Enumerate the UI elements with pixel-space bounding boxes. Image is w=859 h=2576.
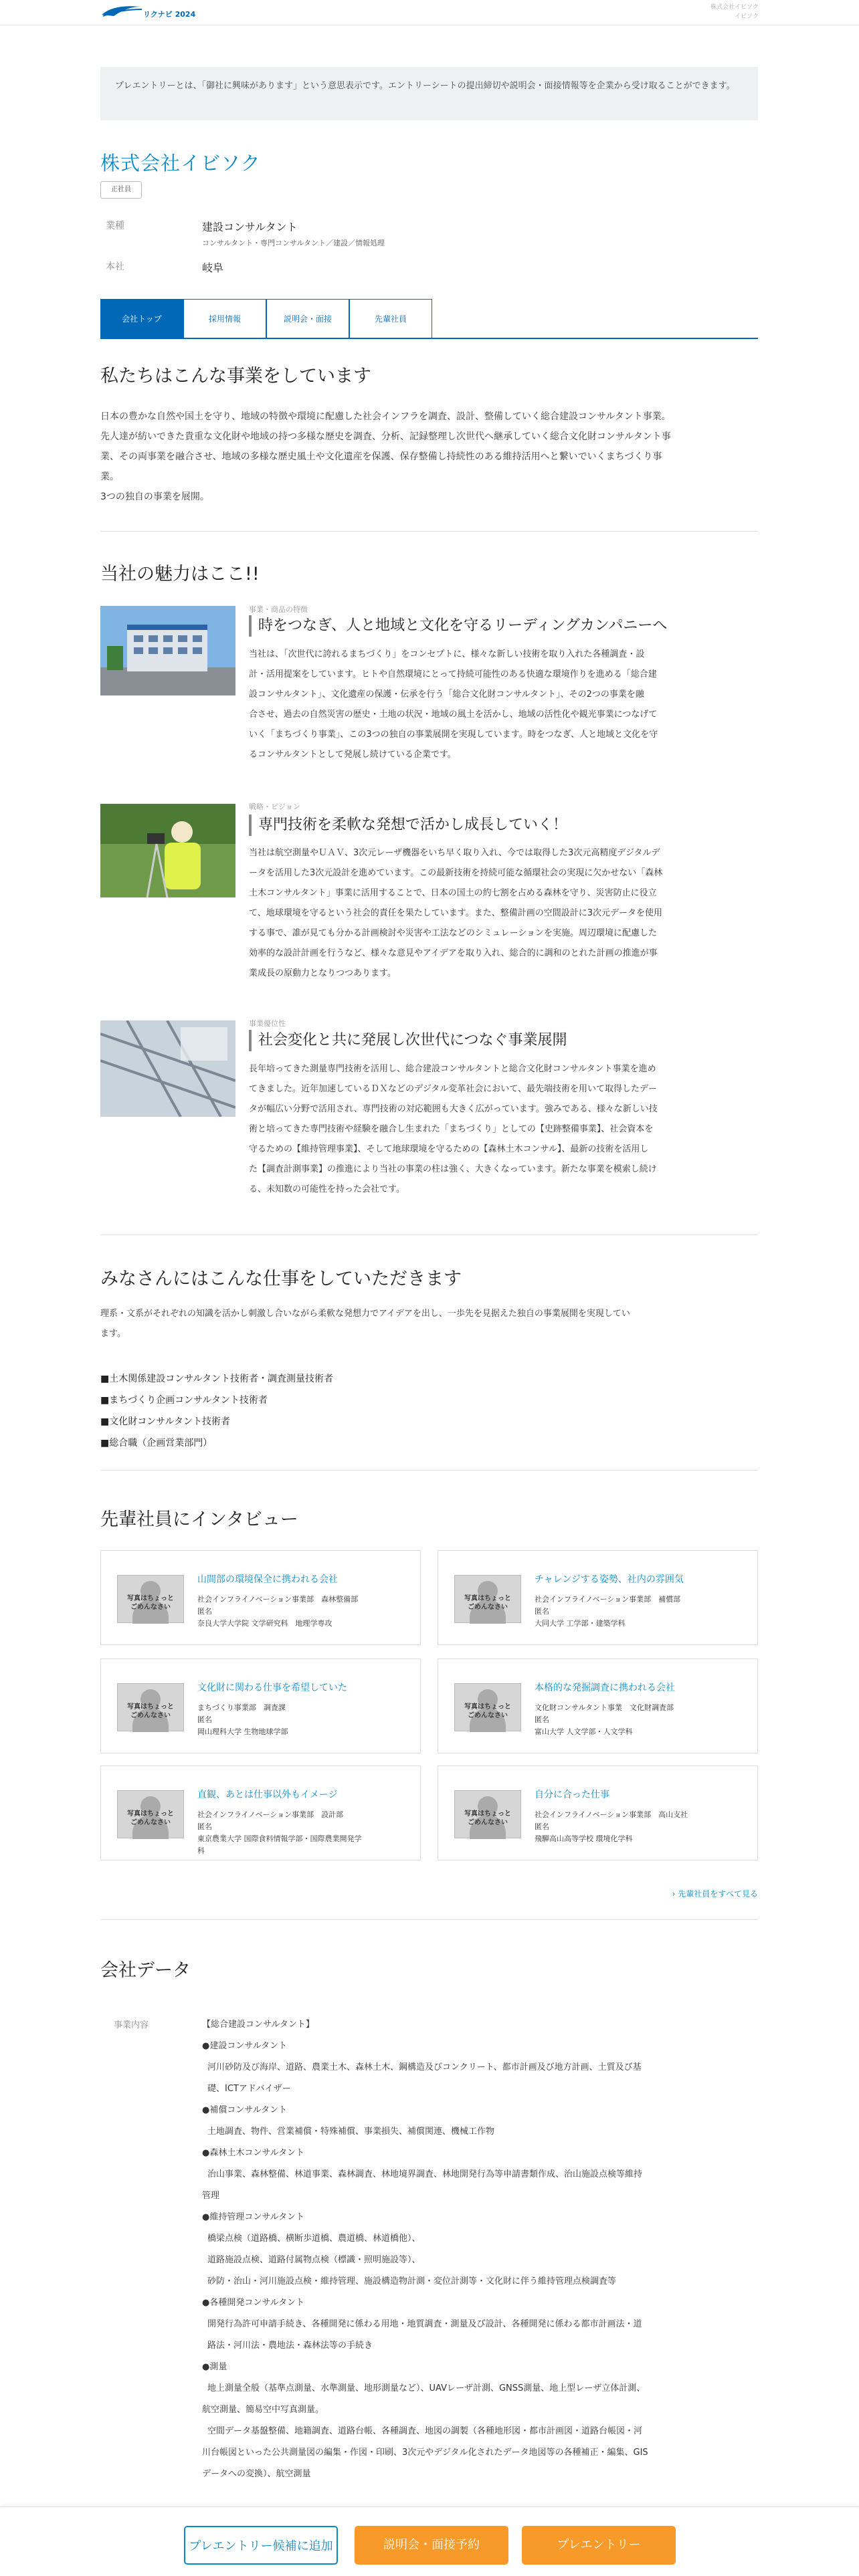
avatar-placeholder bbox=[117, 1683, 184, 1731]
interview-heading: 先輩社員にインタビュー bbox=[100, 1509, 298, 1530]
photo-placeholder-text: 写真はちょっと ごめんなさい bbox=[127, 1703, 174, 1719]
photo-placeholder-text: 写真はちょっと ごめんなさい bbox=[127, 1810, 174, 1826]
feature-line: 効率的な設計計画を行うなど、様々な意見やアイデアを取り入れ、総合的に調和のとれた計画の推進が事 bbox=[249, 948, 658, 958]
employment-badge: 正社員 bbox=[100, 181, 142, 199]
business-content-line: 航空測量、簡易空中写真測量。 bbox=[202, 2405, 324, 2415]
business-content-line: ●各種開発コンサルタント bbox=[202, 2298, 305, 2308]
building-photo bbox=[100, 606, 235, 695]
interview-detail: 匿名 bbox=[197, 1822, 212, 1831]
interview-card[interactable] bbox=[438, 1550, 758, 1645]
job-item: ■総合職（企画営業部門） bbox=[100, 1438, 213, 1448]
job-item: ■文化財コンサルタント技術者 bbox=[100, 1416, 230, 1427]
industry-value: 建設コンサルタント bbox=[202, 221, 298, 233]
business-line: 業。 bbox=[100, 471, 119, 482]
surveyor-photo bbox=[100, 804, 235, 897]
feature-line: 当社は航空測量やＵＡＶ、3次元レーザ機器をいち早く取り入れ、今では取得した3次元高精度デジタルデ bbox=[249, 848, 660, 858]
business-content-line: 空間データ基盤整備、地籍調査、道路台帳、各種調査、地図の調製（各種地形図・都市計画図・道路台帳図・河 bbox=[207, 2426, 643, 2436]
company-name: 株式会社イビソク bbox=[100, 152, 261, 175]
feature-category: 戦略・ビジョン bbox=[249, 802, 300, 811]
feature-line: 計・活用提案をしています。ヒトや自然環境にとって持続可能性のある快適な環境作りを進める「総合建 bbox=[249, 669, 657, 679]
job-item: ■土木関係建設コンサルタント技術者・調査測量技術者 bbox=[100, 1374, 333, 1384]
tab-company-top[interactable]: 会社トップ bbox=[100, 299, 183, 338]
interview-detail: 社会インフライノベーション事業部 高山支社 bbox=[535, 1810, 688, 1819]
interview-title[interactable]: 本格的な発掘調査に携われる会社 bbox=[535, 1683, 675, 1693]
feature-line: 長年培ってきた測量専門技術を活用し、総合建設コンサルタントと総合文化財コンサルタント事業を進め bbox=[249, 1064, 656, 1074]
business-content-line: ●建設コンサルタント bbox=[202, 2041, 288, 2051]
feature-line: 術と培ってきた専門技術や経験を融合し生まれた「まちづくり」としての【史跡整備事業】、社会資本を bbox=[249, 1124, 654, 1134]
feature-line: 当社は、「次世代に誇れるまちづくり」をコンセプトに、様々な新しい技術を取り入れた各種調査・設 bbox=[249, 649, 645, 659]
feature-body bbox=[249, 1059, 758, 1200]
interview-card[interactable] bbox=[100, 1765, 421, 1860]
feature-title: 時をつなぎ、人と地域と文化を守るリーディングカンパニーへ bbox=[249, 615, 667, 637]
pre-entry-button[interactable]: プレエントリー bbox=[522, 2526, 676, 2565]
tab-senior-staff[interactable]: 先輩社員 bbox=[349, 299, 432, 338]
structure-photo bbox=[100, 1021, 235, 1117]
avatar-placeholder bbox=[454, 1575, 521, 1623]
feature-line: タが幅広い分野で活用され、専門技術の対応範囲も大きく広がっています。強みである、様々な新しい技 bbox=[249, 1104, 658, 1114]
section-divider bbox=[100, 531, 758, 532]
business-content-line: ●森林土木コンサルタント bbox=[202, 2148, 305, 2158]
business-content-line: 【総合建設コンサルタント】 bbox=[202, 2020, 314, 2030]
interview-detail: 社会インフライノベーション事業部 森林整備部 bbox=[197, 1595, 359, 1604]
hq-value: 岐阜 bbox=[202, 261, 224, 274]
feature-line: する事で、誰が見ても分かる計画検討や災害や工法などのシミュレーションを実施。周辺環境に配慮した bbox=[249, 928, 657, 938]
interview-detail: 奈良大学大学院 文学研究科 地理学専攻 bbox=[197, 1619, 332, 1628]
interview-card[interactable] bbox=[100, 1550, 421, 1645]
business-content-value bbox=[202, 2014, 758, 2485]
interview-detail: まちづくり事業部 調査課 bbox=[197, 1703, 286, 1712]
business-content-label: 事業内容 bbox=[114, 2020, 149, 2030]
interview-detail: 岡山理科大学 生物地球学部 bbox=[197, 1727, 288, 1736]
interview-title[interactable]: 自分に合った仕事 bbox=[535, 1790, 609, 1800]
feature-line: る、未知数の可能性を持った会社です。 bbox=[249, 1184, 405, 1194]
business-line: 業、その両事業を融合させ、地域の多様な歴史風土や文化遺産を保護、保存整備し持続性のある維持活用へと繋いでいくまちづくり事 bbox=[100, 451, 662, 462]
interview-detail: 科 bbox=[197, 1846, 205, 1855]
feature-line: いく「まちづくり事業」、この3つの独自の事業展開を実現しています。時をつなぎ、人と地域と文化を守 bbox=[249, 730, 658, 740]
feature-line: 守るための【維持管理事業】、そして地球環境を守るための【森林土木コンサル】、最新の技術を活用し bbox=[249, 1144, 649, 1154]
interview-detail: 社会インフライノベーション事業部 設計部 bbox=[197, 1810, 344, 1819]
business-content-line: 地上測量全般（基準点測量、水準測量、地形測量など）、UAVレーザ計測、GNSS測量、地上型レーザ立体計測、 bbox=[207, 2383, 646, 2393]
feature-line: 設コンサルタント」、文化遺産の保護・伝承を行う「総合文化財コンサルタント」、その2つの事業を融 bbox=[249, 689, 644, 700]
avatar-placeholder bbox=[117, 1790, 184, 1838]
business-line: 日本の豊かな自然や国土を守り、地域の特徴や環境に配慮した社会インフラを調査、設計、整備していく総合建設コンサルタント事業。 bbox=[100, 411, 671, 422]
work-intro-line: ます。 bbox=[100, 1329, 126, 1339]
job-list bbox=[100, 1368, 333, 1454]
pre-entry-notice: プレエントリーとは、「御社に興味があります」という意思表示です。エントリーシートの提出締切や説明会・面接情報等を企業から受け取ることができます。 bbox=[100, 67, 758, 120]
tab-recruit-info[interactable]: 採用情報 bbox=[183, 299, 266, 338]
header-company-short: イビソク bbox=[735, 13, 759, 20]
business-description bbox=[100, 407, 758, 507]
photo-placeholder-text: 写真はちょっと ごめんなさい bbox=[127, 1595, 174, 1611]
interview-detail: 匿名 bbox=[535, 1715, 549, 1724]
tab-sessions[interactable]: 説明会・面接 bbox=[266, 299, 349, 338]
feature-line: ータを活用した3次元設計を進めています。この最新技術を持続可能な循環社会の実現に欠かせない「森林 bbox=[249, 868, 663, 878]
business-content-line: 土地調査、物件、営業補償・特殊補償、事業損失、補償関連、機械工作物 bbox=[207, 2127, 495, 2137]
section-divider bbox=[100, 1470, 758, 1471]
feature-line: るコンサルタントとして発展し続けている企業です。 bbox=[249, 750, 456, 760]
business-content-line: 河川砂防及び海岸、道路、農業土木、森林土木、鋼構造及びコンクリート、都市計画及び地方計画、土質及び基 bbox=[207, 2062, 642, 2072]
appeal-heading: 当社の魅力はここ!! bbox=[100, 564, 260, 584]
business-content-line: 治山事業、森林整備、林道事業、森林調査、林地境界調査、林地開発行為等申請書類作成、治山施設点検等維持 bbox=[207, 2169, 643, 2179]
interview-detail: 匿名 bbox=[535, 1607, 549, 1616]
hq-label: 本社 bbox=[106, 261, 124, 272]
business-content-line: 川台帳図といった公共測量図の編集・作図・印刷、3次元やデジタル化されたデータ地図等の各種補正・編集、GIS bbox=[202, 2448, 648, 2458]
header-company-info bbox=[710, 3, 759, 21]
interview-detail: 匿名 bbox=[197, 1607, 212, 1616]
avatar-placeholder bbox=[454, 1790, 521, 1838]
interview-detail: 大同大学 工学部・建築学科 bbox=[535, 1619, 626, 1628]
see-all-seniors-link[interactable]: › 先輩社員をすべて見る bbox=[672, 1889, 758, 1899]
interview-detail: 富山大学 人文学部・人文学科 bbox=[535, 1727, 633, 1736]
feature-body bbox=[249, 645, 758, 765]
industry-sub: コンサルタント・専門コンサルタント／建設／情報処理 bbox=[202, 239, 385, 247]
feature-category: 事業優位性 bbox=[249, 1019, 286, 1028]
interview-card[interactable] bbox=[438, 1765, 758, 1860]
site-header bbox=[0, 0, 859, 25]
business-content-line: 路法・河川法・農地法・森林法等の手続き bbox=[207, 2341, 373, 2351]
interview-detail: 社会インフライノベーション事業部 補償部 bbox=[535, 1595, 681, 1604]
feature-line: てきました。近年加速しているＤＸなどのデジタル変革社会において、最先端技術を用いて取得したデー bbox=[249, 1084, 657, 1094]
photo-placeholder-text: 写真はちょっと ごめんなさい bbox=[464, 1810, 511, 1826]
feature-line: 合させ、過去の自然災害の歴史・土地の状況・地域の風土を活かし、地域の活性化や観光事業につなげて bbox=[249, 710, 658, 720]
company-tabs bbox=[100, 299, 758, 339]
photo-placeholder-text: 写真はちょっと ごめんなさい bbox=[464, 1703, 511, 1719]
interview-title[interactable]: チャレンジする姿勢、社内の雰囲気 bbox=[535, 1574, 684, 1585]
interview-detail: 匿名 bbox=[535, 1822, 549, 1831]
interview-title[interactable]: 直観、あとは仕事以外もイメージ bbox=[197, 1790, 338, 1800]
feature-line: て、地球環境を守るという社会的責任を果たしています。また、整備計画の空間設計に3次元データを使用 bbox=[249, 908, 662, 918]
work-heading: みなさんにはこんな仕事をしていただきます bbox=[100, 1269, 462, 1289]
business-heading: 私たちはこんな事業をしています bbox=[100, 366, 371, 387]
business-content-line: 砂防・治山・河川施設点検・維持管理、施設構造物計測・変位計測等・文化財に伴う維持管理点検調査等 bbox=[207, 2276, 617, 2286]
interview-detail: 匿名 bbox=[197, 1715, 212, 1724]
job-item: ■まちづくり企画コンサルタント技術者 bbox=[100, 1395, 268, 1406]
feature-line: 土木コンサルタント」事業に活用することで、日本の国土の約七割を占める森林を守り、災害防止に役立 bbox=[249, 888, 657, 898]
feature-title: 専門技術を柔軟な発想で活かし成長していく！ bbox=[249, 815, 567, 836]
feature-body bbox=[249, 843, 758, 984]
interview-detail: 文化財コンサルタント事業 文化財調査部 bbox=[535, 1703, 674, 1712]
section-divider bbox=[100, 1919, 758, 1920]
company-data-heading: 会社データ bbox=[100, 1960, 191, 1981]
feature-line: た【調査計測事業】の推進により当社の事業の柱は強く、大きくなっています。新たな事業を模索し続け bbox=[249, 1164, 657, 1174]
feature-title: 社会変化と共に発展し次世代につなぐ事業展開 bbox=[249, 1030, 567, 1051]
business-content-line: ●測量 bbox=[202, 2362, 227, 2372]
interview-detail: 飛騨高山高等学校 環境化学科 bbox=[535, 1834, 633, 1843]
business-content-line: ●補償コンサルタント bbox=[202, 2105, 288, 2115]
interview-card[interactable] bbox=[100, 1658, 421, 1753]
business-content-line: データへの変換）、航空測量 bbox=[202, 2469, 311, 2479]
business-content-line: 道路施設点検、道路付属物点検（標識・照明施設等）、 bbox=[207, 2255, 421, 2265]
interview-card[interactable] bbox=[438, 1658, 758, 1753]
business-content-line: 開発行為許可申請手続き、各種開発に係わる用地・地質調査・測量及び設計、各種開発に係わる都市計画法・道 bbox=[207, 2319, 642, 2329]
business-line: 先人達が紡いできた貴重な文化財や地域の持つ多様な歴史を調査、分析、記録整理し次世代へ継承していく総合文化財コンサルタント事 bbox=[100, 431, 671, 442]
business-content-line: ●維持管理コンサルタント bbox=[202, 2212, 305, 2222]
avatar-placeholder bbox=[117, 1575, 184, 1623]
avatar-placeholder bbox=[454, 1683, 521, 1731]
logo-text: リクナビ 2024 bbox=[143, 10, 196, 19]
work-intro bbox=[100, 1304, 758, 1344]
session-reservation-button[interactable]: 説明会・面接予約 bbox=[355, 2526, 508, 2565]
photo-placeholder-text: 写真はちょっと ごめんなさい bbox=[464, 1595, 511, 1611]
industry-label: 業種 bbox=[106, 221, 124, 231]
business-line: 3つの独自の事業を展開。 bbox=[100, 492, 209, 502]
sticky-action-bar bbox=[0, 2506, 859, 2576]
work-intro-line: 理系・文系がそれぞれの知識を活かし刺激し合いながら柔軟な発想力でアイデアを出し、一歩先を見据えた独自の事業展開を実現してい bbox=[100, 1309, 630, 1319]
business-content-line: 礎、ICTアドバイザー bbox=[207, 2084, 291, 2094]
add-to-candidates-button[interactable]: プレエントリー候補に追加 bbox=[184, 2526, 338, 2565]
header-company-name: 株式会社イビソク bbox=[710, 4, 759, 11]
feature-line: 業成長の原動力となりつつあります。 bbox=[249, 968, 396, 978]
interview-detail: 東京農業大学 国際食料情報学部・国際農業開発学 bbox=[197, 1834, 362, 1843]
interview-title[interactable]: 文化財に関わる仕事を希望していた bbox=[197, 1683, 347, 1693]
feature-category: 事業・商品の特徴 bbox=[249, 605, 308, 614]
business-content-line: 橋梁点検（道路橋、横断歩道橋、農道橋、林道橋他）、 bbox=[207, 2234, 421, 2244]
interview-title[interactable]: 山間部の環境保全に携われる会社 bbox=[197, 1574, 338, 1585]
business-content-line: 管理 bbox=[202, 2191, 220, 2201]
